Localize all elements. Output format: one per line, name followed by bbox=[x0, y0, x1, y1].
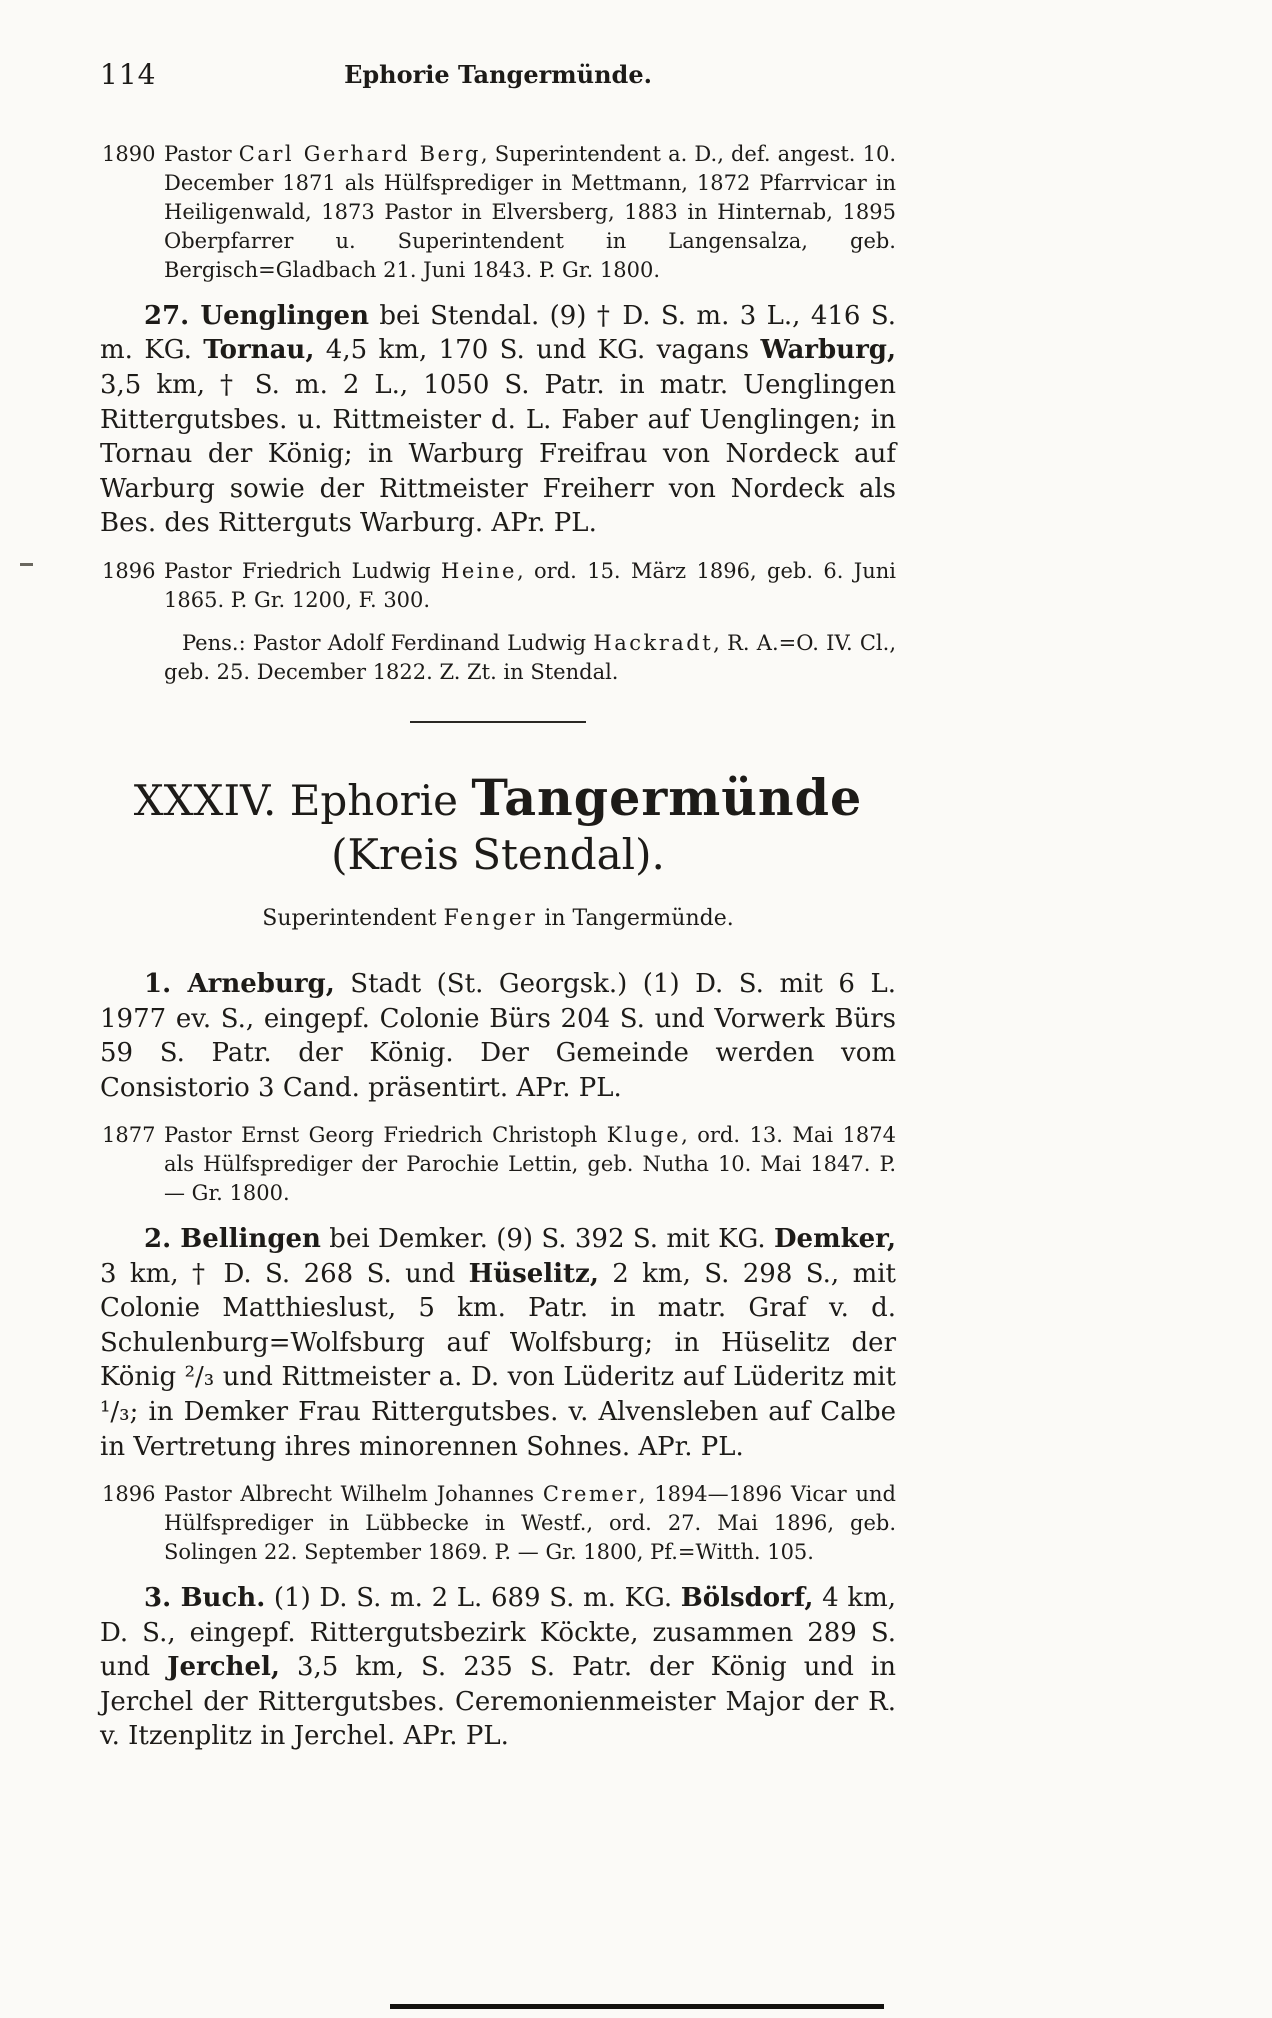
parish-entry-2-bellingen: 2. Bellingen bei Demker. (9) S. 392 S. mit KG. Demker, 3 km, † D. S. 268 S. und Hüselitz, 2 km, S. 298 S., mit Colonie Matthieslust, 5 km. Patr. in matr. Graf v. d. Schulenburg=Wolfsburg auf Wolfsburg; in Hüselitz der König ²/₃ und Rittmeister a. D. von Lüderitz auf Lüderitz mit ¹/₃; in Demker Frau Rittergutsbes. v. Alvensleben auf Calbe in Vertretung ihres minorennen Sohnes. APr. PL. bbox=[100, 1224, 896, 1462]
pension-note: Pens.: Pastor Adolf Ferdinand Ludwig Hackradt, R. A.=O. IV. Cl., geb. 25. December 1822. Z. Zt. in Stendal. bbox=[164, 630, 897, 684]
page-number: 114 bbox=[100, 58, 157, 91]
parish-entry-3-buch: 3. Buch. (1) D. S. m. 2 L. 689 S. m. KG. Bölsdorf, 4 km, D. S., eingepf. Rittergutsbezirk Köckte, zusammen 289 S. und Jerchel, 3,5 km, S. 235 S. Patr. der König und in Jerchel der Rittergutsbes. Ceremonienmeister Major der R. v. Itzenplitz in Jerchel. APr. PL. bbox=[100, 1583, 896, 1752]
text-column bbox=[100, 58, 896, 1770]
section-divider bbox=[410, 721, 586, 723]
running-head: Ephorie Tangermünde. bbox=[344, 60, 652, 89]
parish-entry-1-arneburg: 1. Arneburg, Stadt (St. Georgsk.) (1) D. S. mit 6 L. 1977 ev. S., eingepf. Colonie Bürs 204 S. und Vorwerk Bürs 59 S. Patr. der König. Der Gemeinde werden vom Consistorio 3 Cand. präsentirt. APr. PL. bbox=[100, 968, 896, 1103]
scan-artifact-dash bbox=[20, 563, 33, 566]
pastor-entry-text: Pastor Carl Gerhard Berg, Superintendent a. D., def. angest. 10. December 1871 als Hülfsprediger in Mettmann, 1872 Pfarrvicar in Heiligenwald, 1873 Pastor in Elversberg, 1883 in Hinternab, 1895 Oberpfarrer u. Superintendent in Langensalza, geb. Bergisch=Gladbach 21. Juni 1843. P. Gr. 1800. bbox=[164, 142, 896, 282]
pastor-year: 1896 bbox=[102, 558, 156, 583]
page-header bbox=[100, 58, 896, 98]
chapter-subtitle: Superintendent Fenger in Tangermünde. bbox=[262, 905, 734, 931]
pastor-entry-text: Pastor Ernst Georg Friedrich Christoph Kluge, ord. 13. Mai 1874 als Hülfsprediger der Parochie Lettin, geb. Nutha 10. Mai 1847. P. — Gr. 1800. bbox=[164, 1123, 896, 1206]
parish-entry-27-uenglingen: 27. Uenglingen bei Stendal. (9) † D. S. m. 3 L., 416 S. m. KG. Tornau, 4,5 km, 170 S. und KG. vagans Warburg, 3,5 km, † S. m. 2 L., 1050 S. Patr. in matr. Uenglingen Rittergutsbes. u. Rittmeister d. L. Faber auf Uenglingen; in Tornau der König; in Warburg Freifrau von Nordeck auf Warburg sowie der Rittmeister Freiherr von Nordeck als Bes. des Ritterguts Warburg. APr. PL. bbox=[100, 300, 896, 539]
next-section-rule bbox=[390, 2004, 884, 2009]
pastor-year: 1890 bbox=[102, 142, 156, 166]
pastor-entry-berg bbox=[100, 140, 896, 285]
pastor-entry-heine bbox=[100, 557, 896, 615]
pastor-year: 1877 bbox=[102, 1123, 156, 1148]
pastor-entry-kluge bbox=[100, 1121, 896, 1208]
pastor-year: 1896 bbox=[102, 1482, 156, 1507]
pastor-entry-text: Pastor Albrecht Wilhelm Johannes Cremer, 1894—1896 Vicar und Hülfsprediger in Lübbecke in Westf., ord. 27. Mai 1896, geb. Solingen 22. September 1869. P. — Gr. 1800, Pf.=Witth. 105. bbox=[164, 1482, 896, 1565]
pastor-entry-cremer bbox=[100, 1480, 896, 1567]
chapter-title: XXXIV. Ephorie Tangermünde (Kreis Stendal). bbox=[133, 768, 863, 879]
pastor-entry-text: Pastor Friedrich Ludwig Heine, ord. 15. März 1896, geb. 6. Juni 1865. P. Gr. 1200, F. 300. bbox=[164, 558, 896, 612]
